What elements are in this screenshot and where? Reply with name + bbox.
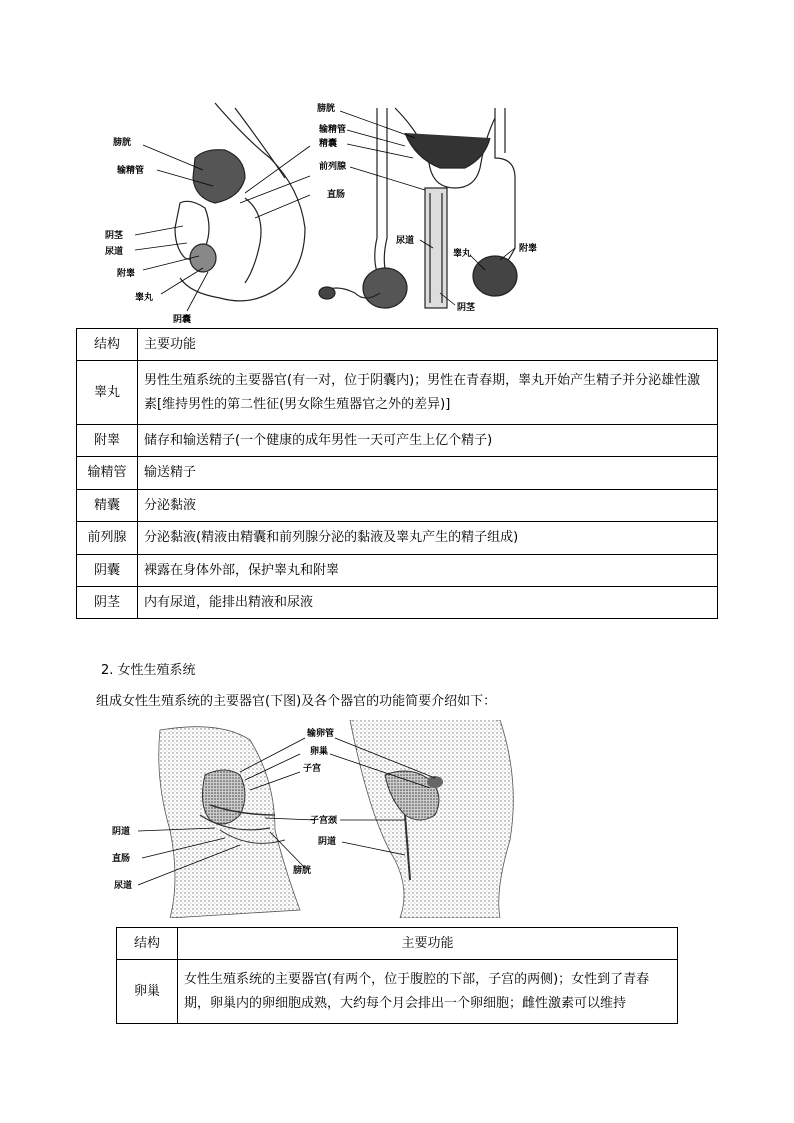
male-front-label: 阴茎: [457, 303, 476, 313]
male-side-label: 阴囊: [173, 315, 192, 325]
organ-function: 裸露在身体外部，保护睾丸和附睾: [138, 555, 718, 587]
female-label: 阴道: [112, 827, 131, 837]
table-header-structure: 结构: [117, 928, 178, 960]
male-front-label: 附睾: [519, 244, 538, 254]
male-front-label: 睾丸: [453, 249, 472, 259]
organ-function: 分泌黏液: [138, 490, 718, 522]
organ-name: 精囊: [77, 490, 138, 522]
male-reproductive-illustration: [95, 98, 565, 326]
male-center-label: 精囊: [319, 139, 338, 149]
organ-name: 睾丸: [77, 361, 138, 425]
male-center-label: 前列腺: [319, 162, 347, 172]
female-label: 子宫: [303, 764, 322, 774]
male-side-label: 阴茎: [105, 231, 124, 241]
organ-function: 男性生殖系统的主要器官(有一对，位于阴囊内)；男性在青春期，睾丸开始产生精子并分泌雄性激素[维持男性的第二性征(男女除生殖器官之外的差异)]: [138, 361, 718, 425]
organ-function: 内有尿道，能排出精液和尿液: [138, 587, 718, 619]
section-title: 2. 女性生殖系统: [101, 663, 196, 678]
table-row: [77, 361, 718, 425]
organ-name: 输精管: [77, 457, 138, 490]
male-side-label: 膀胱: [113, 138, 132, 148]
organ-function: 分泌黏液(精液由精囊和前列腺分泌的黏液及睾丸产生的精子组成): [138, 522, 718, 555]
organ-function: 储存和输送精子(一个健康的成年男性一天可产生上亿个精子): [138, 425, 718, 457]
female-organs-table: [116, 927, 678, 1024]
table-header-row: [77, 329, 718, 361]
male-organs-table: [76, 328, 718, 619]
female-label: 子宫颈: [310, 816, 338, 826]
table-header-function: 主要功能: [178, 928, 678, 960]
organ-name: 附睾: [77, 425, 138, 457]
male-center-label: 输精管: [319, 125, 347, 135]
female-label: 卵巢: [310, 747, 329, 757]
organ-name: 阴囊: [77, 555, 138, 587]
organ-function: 输送精子: [138, 457, 718, 490]
table-row: [77, 522, 718, 555]
female-label: 直肠: [112, 854, 131, 864]
organ-name: 前列腺: [77, 522, 138, 555]
male-side-label: 输精管: [117, 166, 145, 176]
male-front-label: 尿道: [396, 236, 415, 246]
table-header-structure: 结构: [77, 329, 138, 361]
male-side-label: 尿道: [105, 247, 124, 257]
organ-name: 卵巢: [117, 960, 178, 1024]
male-center-label: 膀胱: [317, 104, 336, 114]
table-header-row: [117, 928, 678, 960]
organ-function: 女性生殖系统的主要器官(有两个，位于腹腔的下部，子宫的两侧)；女性到了青春期，卵巢内的卵细胞成熟，大约每个月会排出一个卵细胞；雌性激素可以维持: [178, 960, 678, 1024]
female-label: 阴道: [318, 837, 337, 847]
table-row: [77, 587, 718, 619]
female-label: 输卵管: [307, 729, 335, 739]
organ-name: 阴茎: [77, 587, 138, 619]
table-row: [77, 457, 718, 490]
female-label: 尿道: [114, 881, 133, 891]
table-row: [77, 425, 718, 457]
male-side-label: 附睾: [117, 269, 136, 279]
table-row: [117, 960, 678, 1024]
female-label: 膀胱: [293, 866, 312, 876]
male-side-label: 睾丸: [135, 293, 154, 303]
section-intro: 组成女性生殖系统的主要器官(下图)及各个器官的功能简要介绍如下：: [96, 694, 497, 709]
female-reproductive-illustration: [100, 720, 520, 918]
table-header-function: 主要功能: [138, 329, 718, 361]
male-center-label: 直肠: [327, 190, 346, 200]
table-row: [77, 555, 718, 587]
table-row: [77, 490, 718, 522]
